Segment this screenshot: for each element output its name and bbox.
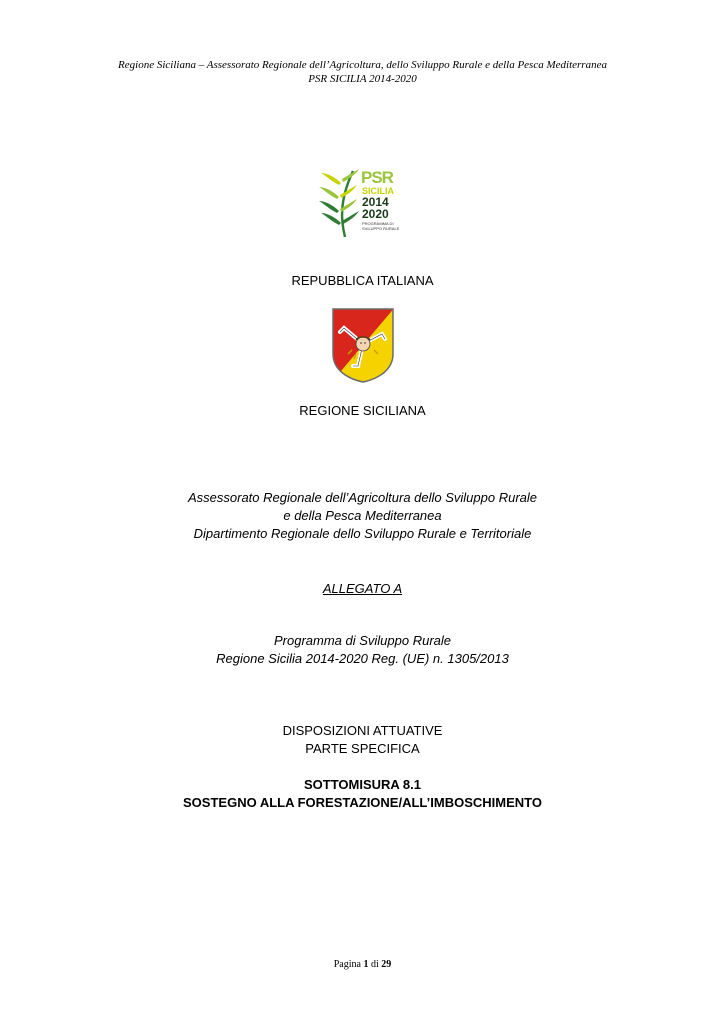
running-header-line-1: Regione Siciliana – Assessorato Regionale dell’Agricoltura, dello Sviluppo Rurale e della Pesca Mediterranea <box>118 59 607 71</box>
trinacria-crest-emblem <box>330 306 396 384</box>
title-region: REGIONE SICILIANA <box>299 403 426 418</box>
sottomisura-subtitle: SOSTEGNO ALLA FORESTAZIONE/ALL’IMBOSCHIMENTO <box>183 795 542 810</box>
footer-prefix: Pagina <box>333 959 361 970</box>
sottomisura-title: SOTTOMISURA 8.1 <box>303 777 422 792</box>
programma-line-1: Programma di Sviluppo Rurale <box>273 633 452 648</box>
programma-line-2: Regione Sicilia 2014-2020 Reg. (UE) n. 1305/2013 <box>216 651 509 666</box>
footer-separator: di <box>370 959 379 970</box>
logo-region: SICILIA <box>362 186 395 196</box>
wheat-stalk-icon <box>319 169 359 237</box>
assessorato-line-1: Assessorato Regionale dell’Agricoltura dello Sviluppo Rurale <box>187 490 538 505</box>
crest-graphic <box>330 306 396 384</box>
running-header-line-2: PSR SICILIA 2014-2020 <box>308 73 417 85</box>
logo-caption-2: SVILUPPO RURALE <box>362 226 400 231</box>
dipartimento-line: Dipartimento Regionale dello Sviluppo Rurale e Territoriale <box>193 526 532 541</box>
page-footer <box>0 958 725 972</box>
psr-sicilia-logo <box>317 165 400 241</box>
logo-year-start: 2014 <box>362 195 389 209</box>
logo-year-end: 2020 <box>362 207 389 221</box>
footer-total-pages: 29 <box>381 959 392 970</box>
logo-wordmark: PSR <box>361 168 393 187</box>
logo-caption-1: PROGRAMMA DI <box>362 221 394 226</box>
assessorato-line-2: e della Pesca Mediterranea <box>283 508 442 523</box>
footer-current-page: 1 <box>363 959 369 970</box>
allegato-label: ALLEGATO A <box>322 581 403 596</box>
title-republic: REPUBBLICA ITALIANA <box>291 273 434 288</box>
disposizioni-line-1: DISPOSIZIONI ATTUATIVE <box>282 723 443 738</box>
allegato-title <box>0 580 725 598</box>
disposizioni-line-2: PARTE SPECIFICA <box>305 741 420 756</box>
